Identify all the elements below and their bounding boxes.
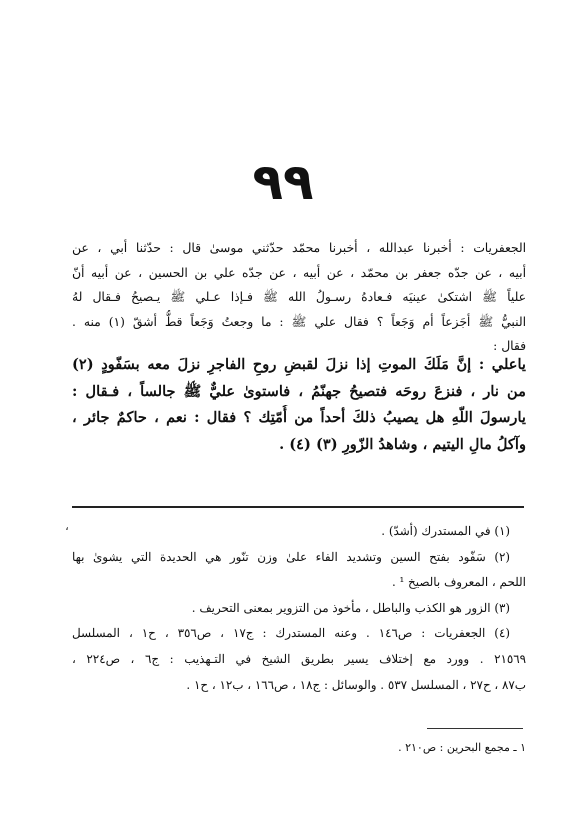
hadith-line-4: وآكلُ مالِ اليتيم ، وشاهدُ الزّورِ (٣) (٤) .: [279, 435, 526, 453]
note-4-line-2: ٢١٥٦٩ . وورد مع إختلاف يسير بطريق الشيخ في التـهذيب : ج٦ ، ص٢٢٤ ،: [72, 651, 526, 666]
chain-of-narration: [72, 236, 526, 359]
note-2-line-2: اللحم ، المعروف بالصيخ ¹ .: [391, 575, 526, 590]
note-4-line-3: ب٨٧ ، ح٢٧ ، المسلسل ٥٣٧ . والوسائل : ج١٨ ، ص١٦٦ ، ب١٢ ، ح١ .: [186, 677, 526, 692]
footnote-1: ١ ـ مجمع البحرين : ص٢١٠ .: [398, 741, 526, 754]
endnotes: [72, 519, 526, 698]
note-1: (١) في المستدرك (أشدّ) .: [381, 524, 510, 538]
hadith-line-2: من نار ، فنزعَ روحَه فتصيحُ جهنّمُ ، فاستوىٰ عليٌّ ﷺ جالساً ، فـقال :: [72, 382, 526, 400]
hadith-number: ٩٩: [252, 153, 314, 211]
intro-line-1: الجعفريات : أخبرنا عبدالله ، أخبرنا محمّد حدّثني موسىٰ قال : حدّثنا أبي ، عن: [72, 241, 526, 255]
hadith-text: [72, 352, 526, 458]
footnote-divider: [427, 728, 523, 729]
note-2-line-1: (٢) سَفّود بفتح السين وتشديد الفاء علىٰ وزن تنّور هي الحديدة التي يشوىٰ بها: [72, 549, 510, 564]
intro-line-5: فقال :: [493, 339, 526, 353]
hadith-line-3: يارسولَ اللّهِ هل يصيبُ ذلكَ أحداً من أُمّتِك ؟ فقال : نعم ، حاكمٌ جائر ،: [72, 409, 526, 427]
intro-line-2: أبيه ، عن جدّه جعفر بن محمّد ، عن أبيه ، عن جدّه علي بن الحسين ، عن أبيه أنّ: [72, 265, 526, 280]
note-4-line-1: (٤) الجعفريات : ص١٤٦ . وعنه المستدرك : ج١٧ ، ص٣٥٦ ، ح١ ، المسلسل: [72, 626, 510, 641]
intro-line-4: النبيُّ ﷺ أجَزعاً أم وَجَعاً ؟ فقال علي ﷺ : ما وجعتُ وَجَعاً قطُّ أشقّ (١) منه .: [72, 314, 526, 329]
intro-line-3: علياً ﷺ اشتكىٰ عينيَه فـعادهُ رسـولُ الله ﷺ فـإذا عـلي ﷺ يـصيحُ فـقال لهُ: [72, 290, 526, 304]
note-3: (٣) الزور هو الكذب والباطل ، مأخوذ من التزوير بمعنى التحريف .: [191, 600, 510, 615]
hadith-line-1: ياعلي : إنَّ مَلَكَ الموتِ إذا نزلَ لقبضِ روحِ الفاجرِ نزلَ معه بسَفّودٍ (٢): [72, 356, 526, 373]
notes-divider: [72, 506, 524, 508]
margin-mark: ،: [65, 519, 69, 533]
footnote: [72, 738, 526, 758]
